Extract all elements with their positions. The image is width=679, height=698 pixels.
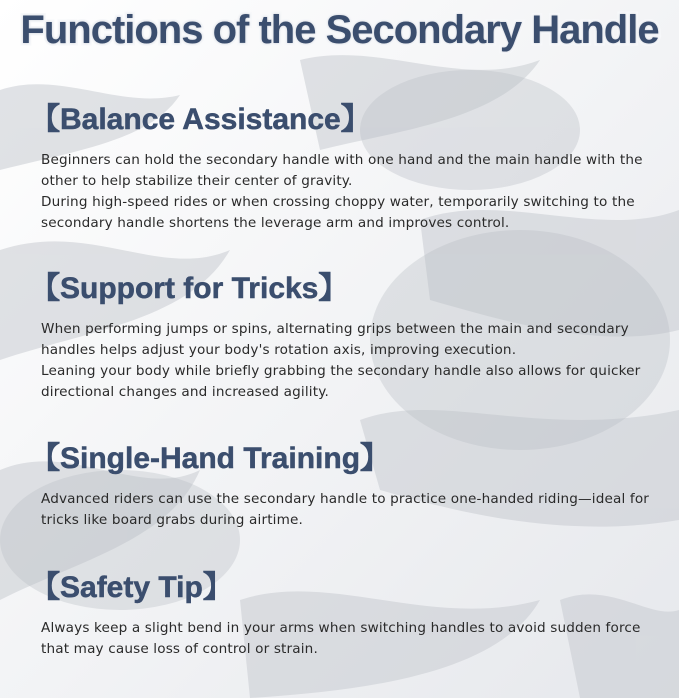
section-body <box>41 150 660 234</box>
section-safety-tip <box>30 562 660 660</box>
paragraph: During high-speed rides or when crossing choppy water, temporarily switching to the secondary handle shortens the leverage arm and improves control. <box>41 194 635 231</box>
section-heading: 【Support for Tricks】 <box>30 272 349 305</box>
section-support-for-tricks <box>30 263 660 403</box>
paragraph: Leaning your body while briefly grabbing the secondary handle also allows for quicker directional changes and increased agility. <box>41 363 641 400</box>
section-heading: 【Single-Hand Training】 <box>30 442 391 475</box>
section-single-hand-training <box>30 433 660 531</box>
paragraph: Advanced riders can use the secondary handle to practice one-handed riding—ideal for tricks like board grabs during airtime. <box>41 491 650 528</box>
section-body <box>41 319 660 403</box>
paragraph: When performing jumps or spins, alternating grips between the main and secondary handles helps adjust your body's rotation axis, improving execution. <box>41 321 629 358</box>
section-balance-assistance <box>30 94 660 234</box>
paragraph: Always keep a slight bend in your arms when switching handles to avoid sudden force that may cause loss of control or strain. <box>41 620 641 657</box>
section-heading: 【Balance Assistance】 <box>30 103 371 136</box>
section-body <box>41 618 660 660</box>
page-title: Functions of the Secondary Handle <box>20 8 659 52</box>
section-heading: 【Safety Tip】 <box>30 571 233 604</box>
section-body <box>41 489 660 531</box>
paragraph: Beginners can hold the secondary handle with one hand and the main handle with the other to help stabilize their center of gravity. <box>41 152 643 189</box>
